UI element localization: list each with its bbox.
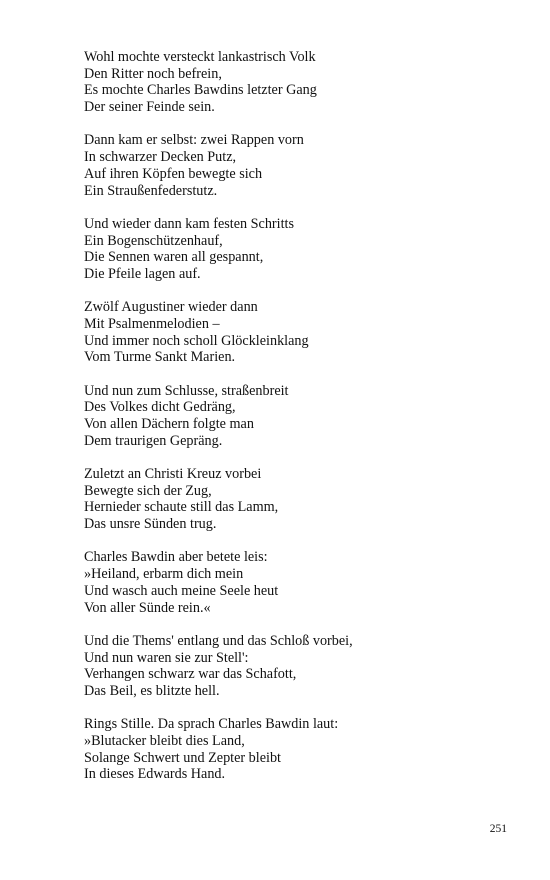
poem-line: Bewegte sich der Zug, — [84, 482, 212, 499]
poem-line: Der seiner Feinde sein. — [84, 99, 215, 116]
poem-line: Des Volkes dicht Gedräng, — [84, 399, 236, 416]
stanza — [84, 216, 504, 283]
poem-line: Verhangen schwarz war das Schafott, — [84, 666, 297, 683]
poem-line: Dann kam er selbst: zwei Rappen vorn — [84, 132, 304, 149]
poem-line: Von aller Sünde rein.« — [84, 599, 211, 616]
stanza — [84, 716, 504, 783]
stanza — [84, 132, 504, 199]
poem-line: »Heiland, erbarm dich mein — [84, 566, 244, 583]
poem-line: In schwarzer Decken Putz, — [84, 149, 237, 166]
poem-line: Rings Stille. Da sprach Charles Bawdin laut: — [84, 716, 339, 733]
poem-line: Vom Turme Sankt Marien. — [84, 349, 236, 366]
poem-line: Und nun waren sie zur Stell': — [84, 649, 249, 666]
poem-line: In dieses Edwards Hand. — [84, 766, 226, 783]
poem-line: Solange Schwert und Zepter bleibt — [84, 749, 281, 766]
poem-line: Die Sennen waren all gespannt, — [84, 249, 264, 266]
poem-line: Ein Straußenfederstutz. — [84, 182, 218, 199]
poem-body — [84, 49, 504, 800]
poem-line: Wohl mochte versteckt lankastrisch Volk — [84, 49, 316, 65]
poem-line: Charles Bawdin aber betete leis: — [84, 549, 268, 566]
poem-line: Und nun zum Schlusse, straßenbreit — [84, 382, 289, 399]
poem-line: Den Ritter noch befrein, — [84, 65, 222, 82]
page-number: 251 — [489, 823, 507, 835]
poem-line: »Blutacker bleibt dies Land, — [84, 732, 245, 749]
poem-line: Die Pfeile lagen auf. — [84, 265, 201, 282]
poem-line: Und immer noch scholl Glöckleinklang — [84, 332, 309, 349]
poem-line: Zwölf Augustiner wieder dann — [84, 299, 258, 316]
stanza — [84, 383, 504, 450]
stanza — [84, 299, 504, 366]
poem-line: Das Beil, es blitzte hell. — [84, 682, 220, 699]
poem-line: Und die Thems' entlang und das Schloß vorbei, — [84, 632, 353, 649]
poem-line: Von allen Dächern folgte man — [84, 416, 254, 433]
poem-line: Auf ihren Köpfen bewegte sich — [84, 165, 263, 182]
stanza — [84, 633, 504, 700]
poem-line: Dem traurigen Gepräng. — [84, 432, 223, 449]
stanza — [84, 549, 504, 616]
poem-line: Hernieder schaute still das Lamm, — [84, 499, 279, 516]
poem-line: Das unsre Sünden trug. — [84, 516, 217, 533]
stanza — [84, 49, 504, 116]
poem-line: Ein Bogenschützenhauf, — [84, 232, 223, 249]
poem-line: Und wieder dann kam festen Schritts — [84, 215, 294, 232]
poem-line: Zuletzt an Christi Kreuz vorbei — [84, 466, 262, 483]
poem-line: Mit Psalmenmelodien – — [84, 315, 220, 332]
poem-line: Und wasch auch meine Seele heut — [84, 582, 279, 599]
stanza — [84, 466, 504, 533]
poem-line: Es mochte Charles Bawdins letzter Gang — [84, 82, 317, 99]
